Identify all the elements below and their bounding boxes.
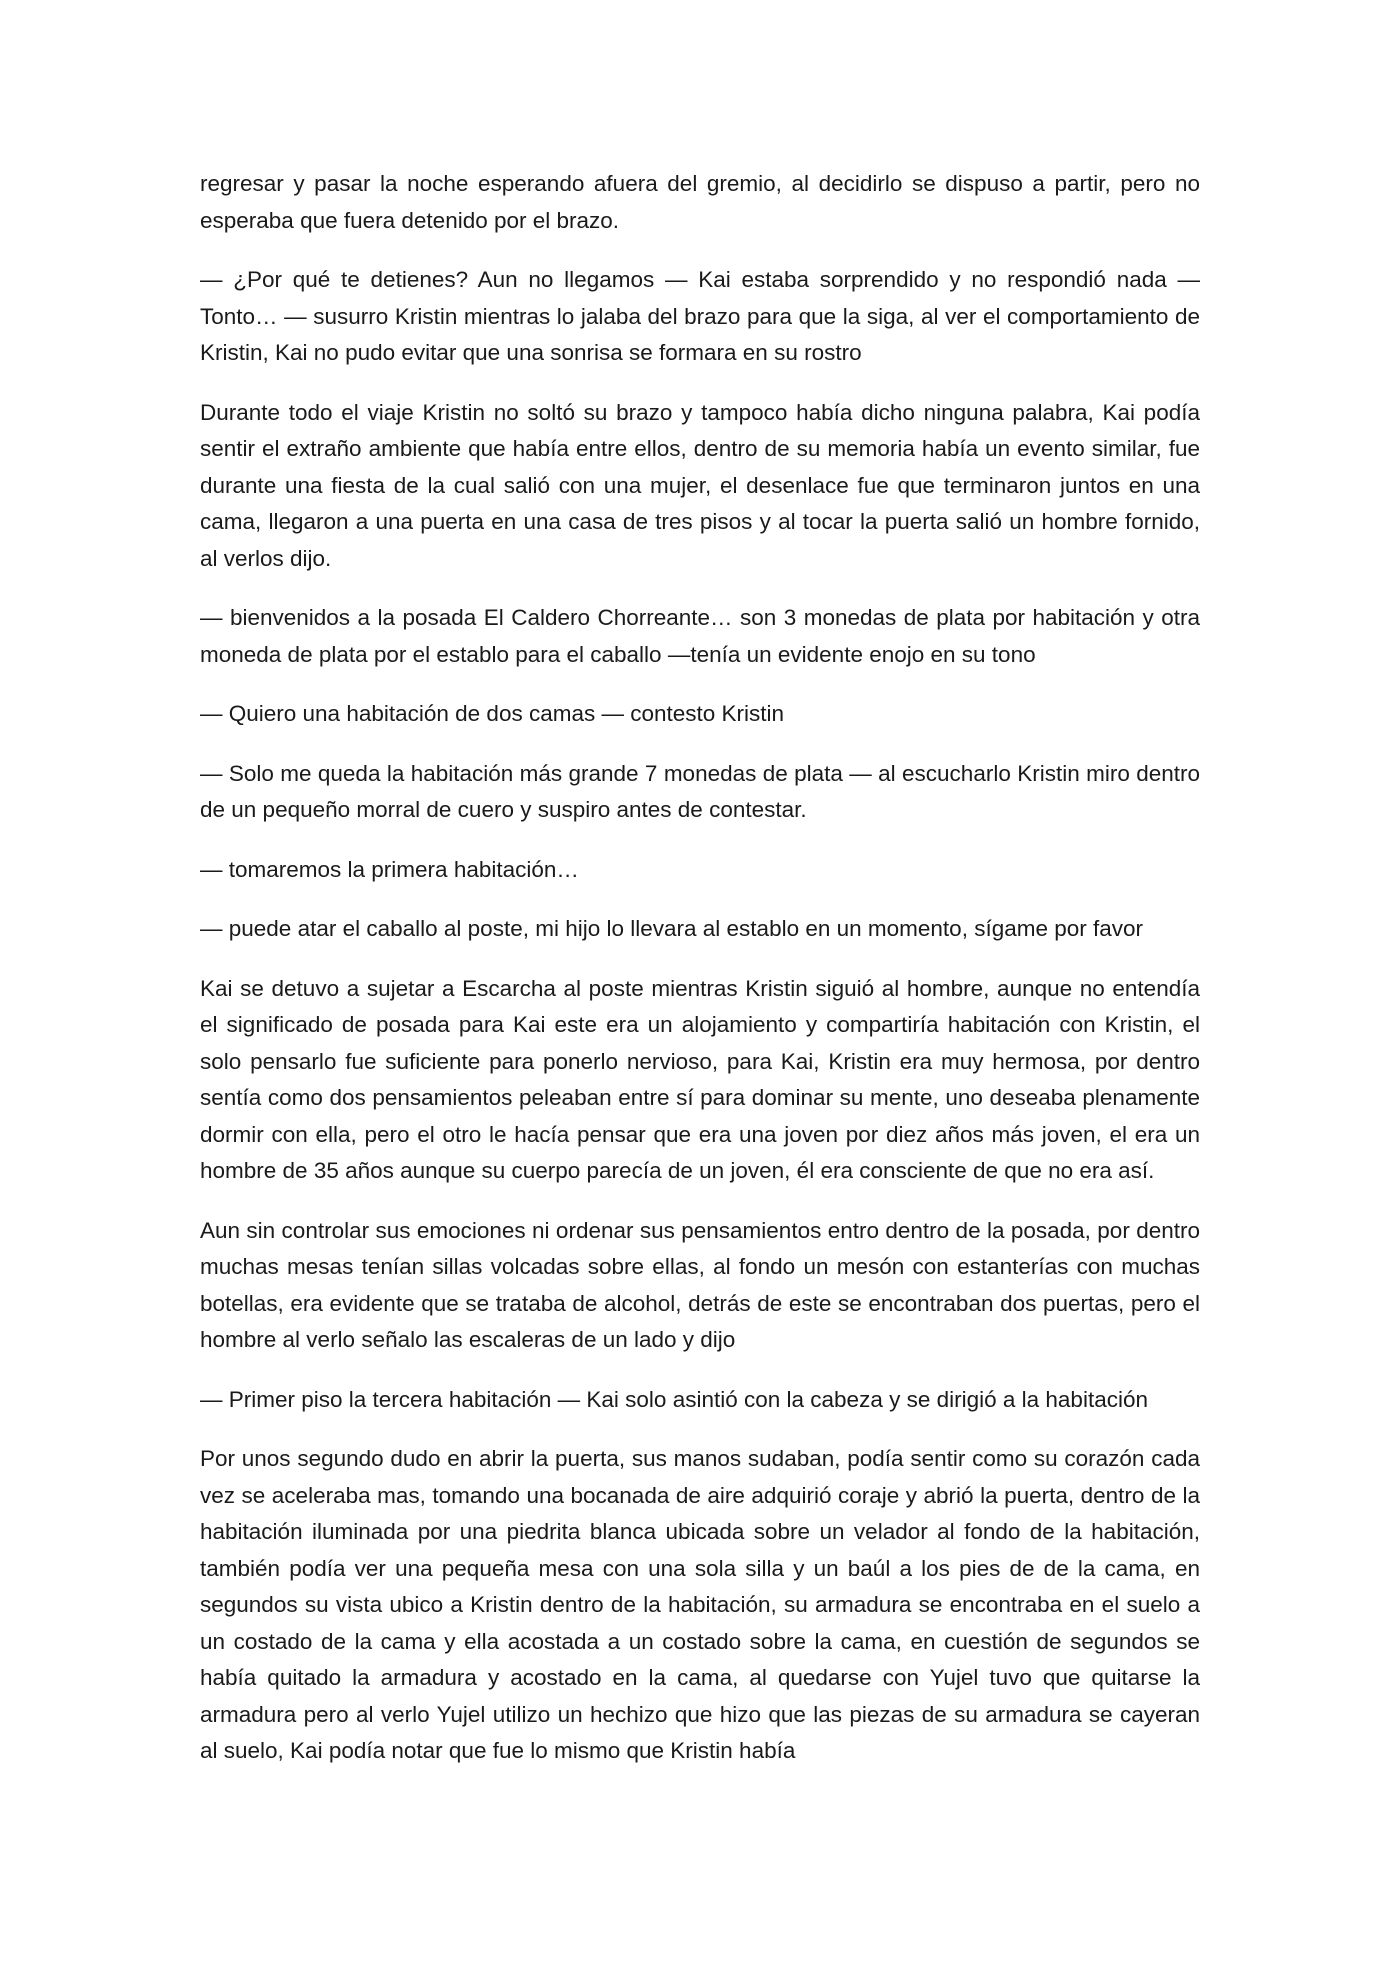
paragraph: — Quiero una habitación de dos camas — contesto Kristin (200, 701, 785, 726)
paragraph: Por unos segundo dudo en abrir la puerta, sus manos sudaban, podía sentir como su corazón cada vez se aceleraba mas, tomando una bocanada de aire adquirió coraje y abrió la puerta, dentro de la habitación iluminada por una piedrita blanca ubicada sobre un velador al fondo de la habitación, también podía ver una pequeña mesa con una sola silla y un baúl a los pies de de la cama, en segundos su vista ubico a Kristin dentro de la habitación, su armadura se encontraba en el suelo a un costado de la cama y ella acostada a un costado sobre la cama, en cuestión de segundos se había quitado la armadura y acostado en la cama, al quedarse con Yujel tuvo que quitarse la armadura pero al verlo Yujel utilizo un hechizo que hizo que las piezas de su armadura se cayeran al suelo, Kai podía notar que fue lo mismo que Kristin había (200, 1446, 1200, 1763)
paragraph: — bienvenidos a la posada El Caldero Chorreante… son 3 monedas de plata por habitación y otra moneda de plata por el establo para el caballo —tenía un evidente enojo en su tono (200, 605, 1200, 667)
paragraph: Kai se detuvo a sujetar a Escarcha al poste mientras Kristin siguió al hombre, aunque no entendía el significado de posada para Kai este era un alojamiento y compartiría habitación con Kristin, el solo pensarlo fue suficiente para ponerlo nervioso, para Kai, Kristin era muy hermosa, por dentro sentía como dos pensamientos peleaban entre sí para dominar su mente, uno deseaba plenamente dormir con ella, pero el otro le hacía pensar que era una joven por diez años más joven, el era un hombre de 35 años aunque su cuerpo parecía de un joven, él era consciente de que no era así. (200, 975, 1200, 1183)
paragraph: regresar y pasar la noche esperando afuera del gremio, al decidirlo se dispuso a partir, pero no esperaba que fuera detenido por el brazo. (200, 171, 1200, 233)
paragraph: — tomaremos la primera habitación… (200, 856, 579, 882)
document-body (200, 166, 1200, 1770)
paragraph: — puede atar el caballo al poste, mi hijo lo llevara al establo en un momento, sígame por favor (200, 916, 1144, 941)
paragraph: — Primer piso la tercera habitación — Kai solo asintió con la cabeza y se dirigió a la habitación (200, 1386, 1148, 1412)
paragraph: — ¿Por qué te detienes? Aun no llegamos — Kai estaba sorprendido y no respondió nada — Tonto… — susurro Kristin mientras lo jalaba del brazo para que la siga, al ver el comportamiento de Kristin, Kai no pudo evitar que una sonrisa se formara en su rostro (200, 267, 1200, 365)
paragraph: Aun sin controlar sus emociones ni ordenar sus pensamientos entro dentro de la posada, por dentro muchas mesas tenían sillas volcadas sobre ellas, al fondo un mesón con estanterías con muchas botellas, era evidente que se trataba de alcohol, detrás de este se encontraban dos puertas, pero el hombre al verlo señalo las escaleras de un lado y dijo (200, 1217, 1200, 1352)
paragraph: Durante todo el viaje Kristin no soltó su brazo y tampoco había dicho ninguna palabra, Kai podía sentir el extraño ambiente que había entre ellos, dentro de su memoria había un evento similar, fue durante una fiesta de la cual salió con una mujer, el desenlace fue que terminaron juntos en una cama, llegaron a una puerta en una casa de tres pisos y al tocar la puerta salió un hombre fornido, al verlos dijo. (200, 399, 1200, 571)
paragraph: — Solo me queda la habitación más grande 7 monedas de plata — al escucharlo Kristin miro dentro de un pequeño morral de cuero y suspiro antes de contestar. (200, 760, 1200, 822)
